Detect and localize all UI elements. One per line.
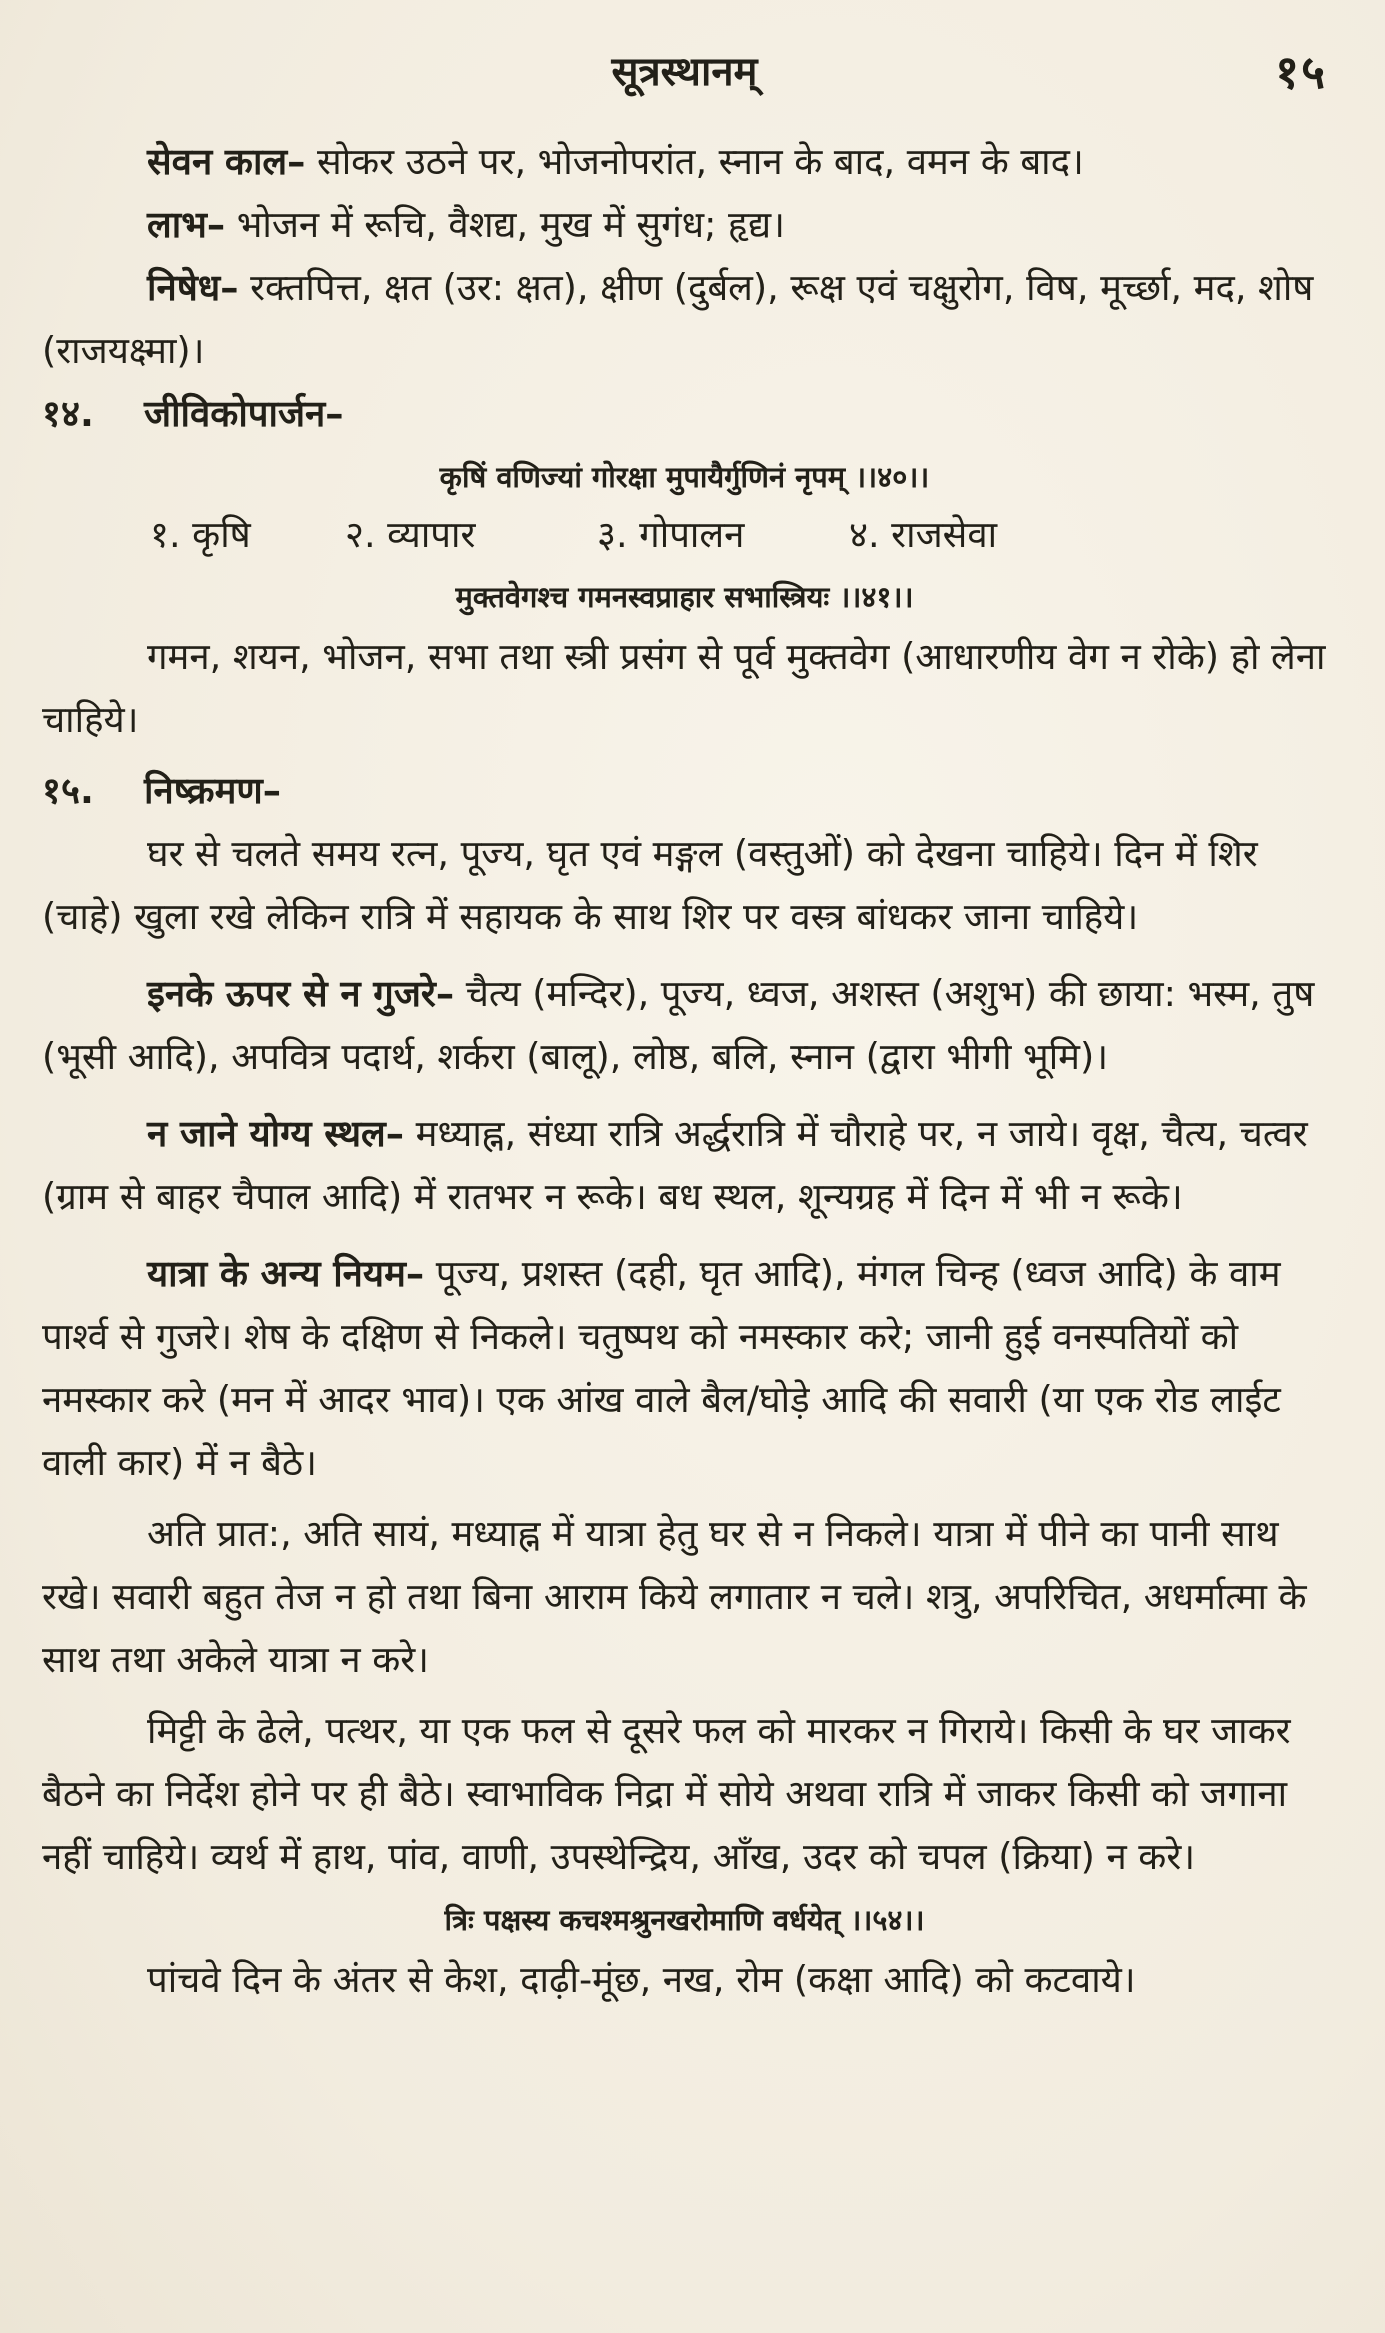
section-title-14: जीविकोपार्जन– <box>144 392 344 435</box>
text-yatra-niyam: पूज्य, प्रशस्त (दही, घृत आदि), मंगल चिन्ह (ध्वज आदि) के वाम पार्श्व से गुजरे। शेष के दक्षिण से निकले। चतुष्पथ को नमस्कार करे; जानी हुई वनस्पतियों को नमस्कार करे (मन में आदर भाव)। एक आंख वाले बैल/घोड़े आदि की सवारी (या एक रोड लाईट वाली कार) में न बैठे। <box>42 1252 1281 1484</box>
label-laabh: लाभ– <box>147 203 226 246</box>
section-heading-14 <box>42 382 1327 445</box>
label-na-gujare: इनके ऊपर से न गुजरे– <box>147 972 455 1015</box>
verse-40: कृषिं वणिज्यां गोरक्षा मुपायैर्गुणिनं नृपम् ।।४०।। <box>439 460 930 494</box>
label-sevan-kaal: सेवन काल– <box>147 140 306 183</box>
text-sevan-kaal: सोकर उठने पर, भोजनोपरांत, स्नान के बाद, वमन के बाद। <box>305 140 1084 183</box>
list-item: ३. गोपालन <box>597 513 745 556</box>
section-heading-15 <box>42 759 1327 822</box>
paragraph-yatra-niyam <box>42 1242 1327 1494</box>
text-na-jaane-yogya-sthal: मध्याह्न, संध्या रात्रि अर्द्धरात्रि में चौराहे पर, न जाये। वृक्ष, चैत्य, चत्वर (ग्राम से बाहर चैपाल आदि) में रातभर न रूके। बध स्थल, शून्यग्रह में दिन में भी न रूके। <box>42 1112 1308 1218</box>
paragraph-ati-praatah: अति प्रात:, अति सायं, मध्याह्न में यात्रा हेतु घर से न निकले। यात्रा में पीने का पानी साथ रखे। सवारी बहुत तेज न हो तथा बिना आराम किये लगातार न चले। शत्रु, अपरिचित, अधर्मात्मा के साथ तथा अकेले यात्रा न करे। <box>42 1512 1307 1681</box>
list-item: २. व्यापार <box>345 513 476 556</box>
paragraph-na-jaane-yogya-sthal <box>42 1102 1327 1228</box>
list-item: १. कृषि <box>150 513 251 556</box>
livelihood-list <box>42 505 1327 565</box>
text-laabh: भोजन में रूचि, वैशद्य, मुख में सुगंध; हृद्य। <box>225 203 785 246</box>
text-nishedh: रक्तपित्त, क्षत (उर: क्षत), क्षीण (दुर्बल), रूक्ष एवं चक्षुरोग, विष, मूर्च्छा, मद, शोष (राजयक्ष्मा)। <box>42 266 1314 372</box>
section-number-14: १४. <box>42 392 94 435</box>
paragraph-paanchve-din: पांचवे दिन के अंतर से केश, दाढ़ी-मूंछ, नख, रोम (कक्षा आदि) को कटवाये। <box>147 1958 1136 2001</box>
verse-54: त्रिः पक्षस्य कचश्मश्रुनखरोमाणि वर्धयेत् ।।५४।। <box>444 1903 925 1937</box>
page-header <box>42 40 1327 102</box>
paragraph-mitti-ke-dhele: मिट्टी के ढेले, पत्थर, या एक फल से दूसरे फल को मारकर न गिराये। किसी के घर जाकर बैठने का निर्देश होने पर ही बैठे। स्वाभाविक निद्रा में सोये अथवा रात्रि में जाकर किसी को जगाना नहीं चाहिये। व्यर्थ में हाथ, पांव, वाणी, उपस्थेन्द्रिय, आँख, उदर को चपल (क्रिया) न करे। <box>42 1709 1291 1878</box>
label-nishedh: निषेध– <box>147 266 239 309</box>
section-number-15: १५. <box>42 769 94 812</box>
label-na-jaane-yogya-sthal: न जाने योग्य स्थल– <box>147 1112 405 1155</box>
paragraph-nishkraman: घर से चलते समय रत्न, पूज्य, घृत एवं मङ्गल (वस्तुओं) को देखना चाहिये। दिन में शिर (चाहे) खुला रखे लेकिन रात्रि में सहायक के साथ शिर पर वस्त्र बांधकर जाना चाहिये। <box>42 832 1258 938</box>
paragraph-nishedh <box>42 256 1327 382</box>
list-item: ४. राजसेवा <box>849 513 998 556</box>
paragraph-sevan-kaal <box>42 130 1327 193</box>
text-na-gujare: चैत्य (मन्दिर), पूज्य, ध्वज, अशस्त (अशुभ) की छाया: भस्म, तुष (भूसी आदि), अपवित्र पदार्थ, शर्करा (बालू), लोष्ठ, बलि, स्नान (द्वारा भीगी भूमि)। <box>42 972 1315 1078</box>
label-yatra-niyam: यात्रा के अन्य नियम– <box>147 1252 425 1295</box>
paragraph-laabh <box>42 193 1327 256</box>
section-title-15: निष्क्रमण– <box>144 769 282 812</box>
page-number: १५ <box>1275 45 1327 99</box>
verse-41: मुक्तवेगश्च गमनस्वप्राहार सभास्त्रियः ।।४१।। <box>455 580 914 614</box>
running-title: सूत्रस्थानम् <box>611 49 758 95</box>
paragraph-mukta-veg: गमन, शयन, भोजन, सभा तथा स्त्री प्रसंग से पूर्व मुक्तवेग (आधारणीय वेग न रोके) हो लेना चाहिये। <box>42 635 1326 741</box>
paragraph-na-gujare <box>42 962 1327 1088</box>
